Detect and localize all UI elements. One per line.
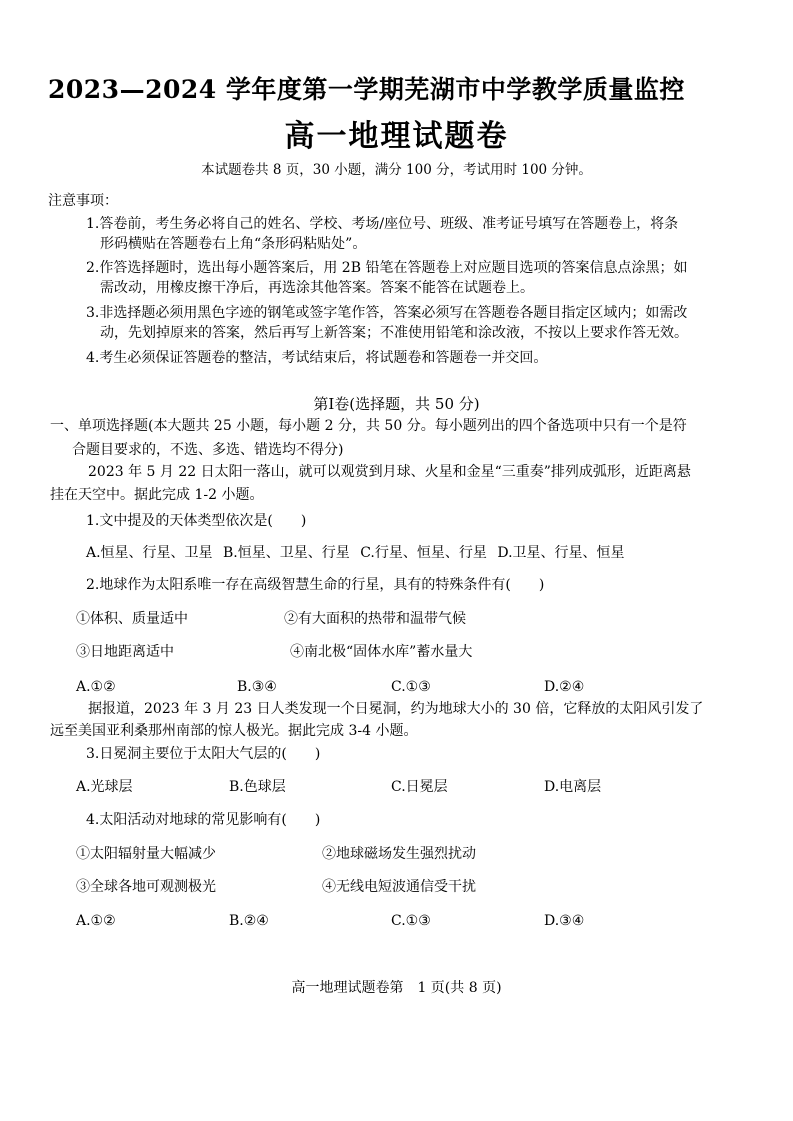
exam-info: 本试题卷共 8 页，30 小题，满分 100 分，考试用时 100 分钟。 bbox=[201, 162, 592, 178]
question-4-choice-3: ③全球各地可观测极光 bbox=[76, 879, 216, 895]
question-4-option-b[interactable]: B.②④ bbox=[229, 913, 269, 929]
question-3-option-a[interactable]: A.光球层 bbox=[76, 779, 133, 795]
passage-1-line2: 挂在天空中。据此完成 1-2 小题。 bbox=[50, 487, 264, 503]
notice-label: 注意事项： bbox=[48, 193, 118, 209]
question-4-stem: 4.太阳活动对地球的常见影响有( ) bbox=[86, 812, 321, 828]
notice-item-4-line1: 4.考生必须保证答题卷的整洁，考试结束后，将试题卷和答题卷一并交回。 bbox=[86, 350, 548, 366]
question-2-option-d[interactable]: D.②④ bbox=[544, 679, 585, 695]
question-2-option-c[interactable]: C.①③ bbox=[391, 679, 431, 695]
notice-item-4 bbox=[86, 348, 754, 368]
question-4-option-a[interactable]: A.①② bbox=[76, 913, 116, 929]
notice-item-1-line1: 1.答卷前，考生务必将自己的姓名、学校、考场/座位号、班级、准考证号填写在答题卷上，将条 bbox=[86, 216, 679, 232]
question-2-option-b[interactable]: B.③④ bbox=[237, 679, 277, 695]
question-1-option-c[interactable]: C.行星、恒星、行星 bbox=[360, 545, 487, 561]
question-1-option-d[interactable]: D.卫星、行星、恒星 bbox=[497, 545, 625, 561]
section-heading: 第Ⅰ卷(选择题，共 50 分) bbox=[313, 395, 480, 413]
question-2-choice-4: ④南北极“固体水库”蓄水量大 bbox=[290, 644, 473, 660]
question-2-choice-3: ③日地距离适中 bbox=[76, 644, 174, 660]
passage-2-line1: 据报道，2023 年 3 月 23 日人类发现一个日冕洞，约为地球大小的 30 倍，它释放的太阳风引发了 bbox=[88, 701, 704, 717]
question-4-option-c[interactable]: C.①③ bbox=[391, 913, 431, 929]
question-2-choice-2: ②有大面积的热带和温带气候 bbox=[284, 611, 466, 627]
question-1-option-b[interactable]: B.恒星、卫星、行星 bbox=[223, 545, 350, 561]
notice-item-3 bbox=[86, 303, 754, 343]
part-instructions-line1: 一、单项选择题(本大题共 25 小题，每小题 2 分，共 50 分。每小题列出的四个备选项中只有一个是符 bbox=[50, 418, 687, 434]
question-2-option-a[interactable]: A.①② bbox=[76, 679, 116, 695]
question-2-stem: 2.地球作为太阳系唯一存在高级智慧生命的行星，具有的特殊条件有( ) bbox=[86, 577, 545, 593]
question-1-stem: 1.文中提及的天体类型依次是( ) bbox=[86, 513, 307, 529]
question-3-stem: 3.日冕洞主要位于太阳大气层的( ) bbox=[86, 746, 321, 762]
question-3-option-d[interactable]: D.电离层 bbox=[544, 779, 602, 795]
question-2-choice-1: ①体积、质量适中 bbox=[76, 611, 188, 627]
notice-item-1-line2: 形码横贴在答题卷右上角“条形码粘贴处”。 bbox=[100, 236, 367, 252]
passage-2-line2: 远至美国亚利桑那州南部的惊人极光。据此完成 3-4 小题。 bbox=[50, 723, 418, 739]
notice-item-3-line2: 动，先划掉原来的答案，然后再写上新答案；不准使用铅笔和涂改液，不按以上要求作答无效。 bbox=[100, 325, 688, 341]
paper-title: 高一地理试题卷 bbox=[284, 119, 509, 154]
part-instructions-line2: 合题目要求的，不选、多选、错选均不得分) bbox=[72, 442, 344, 458]
question-1-options bbox=[86, 543, 625, 563]
page-footer: 高一地理试题卷第 1 页(共 8 页) bbox=[291, 980, 502, 996]
question-1-option-a[interactable]: A.恒星、行星、卫星 bbox=[86, 545, 213, 561]
question-4-option-d[interactable]: D.③④ bbox=[544, 913, 585, 929]
question-3-option-b[interactable]: B.色球层 bbox=[229, 779, 286, 795]
question-3-option-c[interactable]: C.日冕层 bbox=[391, 779, 448, 795]
question-4-choice-1: ①太阳辐射量大幅减少 bbox=[76, 846, 216, 862]
notice-item-2-line2: 需改动，用橡皮擦干净后，再选涂其他答案。答案不能答在试题卷上。 bbox=[100, 280, 534, 296]
question-4-choice-4: ④无线电短波通信受干扰 bbox=[322, 879, 476, 895]
exam-title: 2023—2024 学年度第一学期芜湖市中学教学质量监控 bbox=[48, 75, 685, 104]
passage-1-line1: 2023 年 5 月 22 日太阳一落山，就可以观赏到月球、火星和金星“三重奏”排列成弧形，近距离悬 bbox=[88, 464, 691, 480]
notice-item-2 bbox=[86, 258, 754, 298]
notice-item-2-line1: 2.作答选择题时，选出每小题答案后，用 2B 铅笔在答题卷上对应题目选项的答案信息点涂黑；如 bbox=[86, 260, 688, 276]
question-4-choice-2: ②地球磁场发生强烈扰动 bbox=[322, 846, 476, 862]
notice-item-3-line1: 3.非选择题必须用黑色字迹的钢笔或签字笔作答，答案必须写在答题卷各题目指定区域内；如需改 bbox=[86, 305, 688, 321]
notice-item-1 bbox=[86, 214, 754, 254]
